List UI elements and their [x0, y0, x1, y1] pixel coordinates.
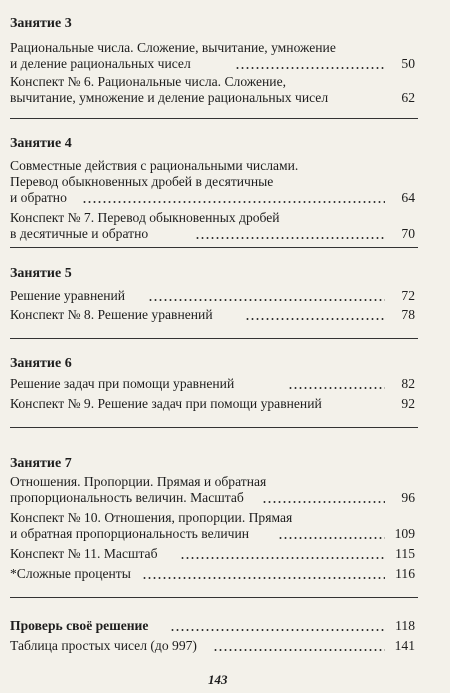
entry-line: Рациональные числа. Сложение, вычитание, умножение: [10, 40, 336, 55]
dot-leader: [288, 387, 385, 389]
entry-line: и деление рациональных чисел: [10, 56, 191, 71]
entry-page: 118: [395, 618, 415, 633]
entry-line: Конспект № 9. Решение задач при помощи уравнений: [10, 396, 322, 411]
toc-entry: [10, 307, 415, 323]
toc-entry: [10, 376, 415, 392]
lesson-3-title: Занятие 3: [10, 16, 72, 31]
entry-page: 141: [394, 638, 415, 653]
entry-line: Конспект № 8. Решение уравнений: [10, 307, 213, 322]
dot-leader: [245, 318, 385, 320]
toc-entry: [10, 474, 415, 506]
entry-line: Проверь своё решение: [10, 618, 149, 633]
entry-page: 70: [401, 226, 415, 241]
entry-line: Совместные действия с рациональными числами.: [10, 158, 299, 173]
entry-page: 116: [395, 566, 415, 581]
toc-entry: [10, 40, 415, 72]
entry-line: Конспект № 6. Рациональные числа. Сложение,: [10, 74, 287, 89]
entry-line: вычитание, умножение и деление рациональных чисел: [10, 90, 329, 105]
entry-page: 96: [401, 490, 415, 505]
entry-page: 109: [394, 526, 415, 541]
lesson-7-title: Занятие 7: [10, 456, 72, 471]
dot-leader: [195, 237, 385, 239]
toc-entry: [10, 158, 415, 206]
toc-entry: [10, 396, 415, 412]
lesson-4-title: Занятие 4: [10, 136, 72, 151]
dot-leader: [278, 537, 385, 539]
toc-entry: [10, 546, 415, 562]
section-divider: [10, 247, 418, 248]
section-divider: [10, 427, 418, 428]
section-divider: [10, 338, 418, 339]
toc-entry: [10, 510, 415, 542]
dot-leader: [213, 649, 385, 651]
toc-entry: [10, 288, 415, 304]
dot-leader: [142, 577, 385, 579]
toc-entry: [10, 210, 415, 242]
entry-line: Конспект № 7. Перевод обыкновенных дробей: [10, 210, 280, 225]
entry-page: 64: [401, 190, 415, 205]
entry-line: Перевод обыкновенных дробей в десятичные: [10, 174, 274, 189]
dot-leader: [82, 201, 385, 203]
entry-line: Решение уравнений: [10, 288, 126, 303]
toc-entry: [10, 74, 415, 106]
section-divider: [10, 597, 418, 598]
dot-leader: [170, 629, 385, 631]
toc-entry: [10, 618, 415, 634]
entry-page: 115: [395, 546, 415, 561]
dot-leader: [262, 501, 385, 503]
lesson-6-title: Занятие 6: [10, 356, 72, 371]
toc-entry: [10, 638, 415, 654]
page-number: 143: [208, 672, 228, 687]
toc-entry: [10, 566, 415, 582]
entry-line: Отношения. Пропорции. Прямая и обратная: [10, 474, 267, 489]
entry-line: и обратно: [10, 190, 67, 205]
entry-line: и обратная пропорциональность величин: [10, 526, 250, 541]
entry-page: 72: [401, 288, 415, 303]
entry-line: Таблица простых чисел (до 997): [10, 638, 197, 653]
entry-line: Решение задач при помощи уравнений: [10, 376, 235, 391]
entry-page: 50: [401, 56, 415, 71]
entry-line: Конспект № 11. Масштаб: [10, 546, 158, 561]
dot-leader: [148, 299, 385, 301]
entry-line: пропорциональность величин. Масштаб: [10, 490, 244, 505]
dot-leader: [235, 67, 385, 69]
section-divider: [10, 118, 418, 119]
entry-page: 62: [401, 90, 415, 105]
entry-page: 78: [401, 307, 415, 322]
entry-line: Конспект № 10. Отношения, пропорции. Прямая: [10, 510, 293, 525]
entry-line: *Сложные проценты: [10, 566, 131, 581]
entry-page: 92: [401, 396, 415, 411]
lesson-5-title: Занятие 5: [10, 266, 72, 281]
entry-page: 82: [401, 376, 415, 391]
dot-leader: [180, 557, 385, 559]
entry-line: в десятичные и обратно: [10, 226, 149, 241]
